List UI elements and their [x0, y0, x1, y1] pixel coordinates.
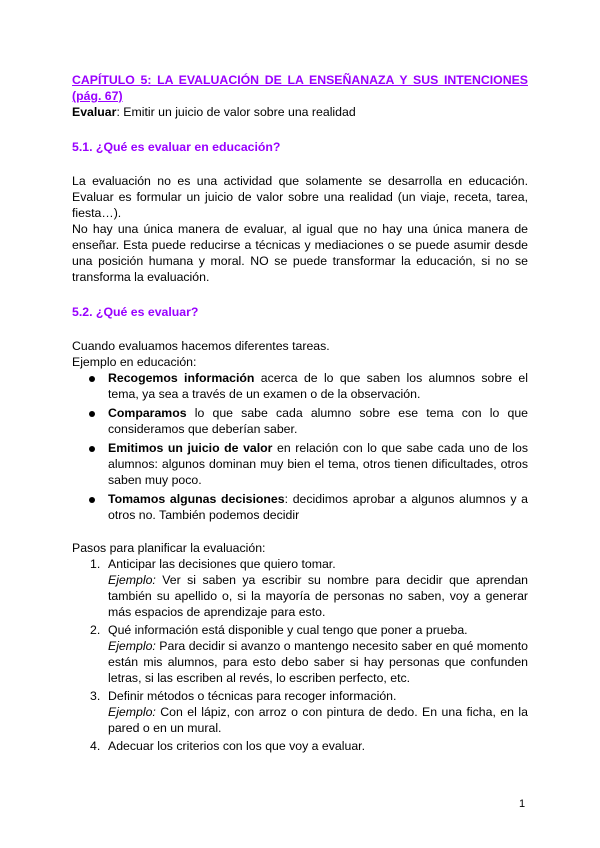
- bullet-bold-text: Comparamos: [108, 406, 187, 420]
- bullet-text: lo que sabe cada alumno sobre ese tema con lo que consideramos que deberían saber.: [108, 406, 528, 436]
- definition-term: Evaluar: [72, 105, 117, 119]
- bullet-dot-icon: [89, 446, 95, 452]
- step-number: 3.: [90, 689, 101, 703]
- document-page: [72, 72, 528, 754]
- bullet-item: [108, 440, 528, 488]
- step-item: [90, 738, 528, 754]
- steps-numbered-list: [72, 556, 528, 754]
- definition: [72, 104, 528, 120]
- step-item: [90, 622, 528, 686]
- example-label: Ejemplo:: [108, 639, 156, 653]
- step-item: [90, 688, 528, 736]
- section-1-paragraph-1: La evaluación no es una actividad que solamente se desarrolla en educación. Evaluar es formular un juicio de valor sobre una realidad (un viaje, receta, tarea, fiesta…).: [72, 174, 528, 220]
- bullet-item: [108, 491, 528, 523]
- bullet-dot-icon: [89, 411, 95, 417]
- step-number: 4.: [90, 739, 101, 753]
- example-label: Ejemplo:: [108, 573, 156, 587]
- tasks-bullet-list: [72, 370, 528, 523]
- bullet-text: : decidimos aprobar a algunos alumnos y a otros no. También podemos decidir: [108, 492, 528, 522]
- section-2-body: [72, 338, 528, 754]
- bullet-dot-icon: [89, 497, 95, 503]
- example-text: Para decidir si avanzo o mantengo necesito saber en qué momento están mis alumnos, para esto debo saber si hay personas que confunden letras, si las escriben al revés, lo escriben perfecto, etc.: [108, 639, 528, 685]
- section-2-intro-2: Ejemplo en educación:: [72, 355, 197, 369]
- chapter-title: CAPÍTULO 5: LA EVALUACIÓN DE LA ENSEÑANAZA Y SUS INTENCIONES (pág. 67): [72, 73, 528, 103]
- step-item: [90, 556, 528, 620]
- bullet-text: en relación con lo que sabe cada uno de los alumnos: algunos dominan muy bien el tema, otros tienen dificultades, otros saben muy poco.: [108, 441, 528, 487]
- bullet-bold-text: Tomamos algunas decisiones: [108, 492, 285, 506]
- step-number: 1.: [90, 557, 101, 571]
- page-number: 1: [519, 798, 526, 810]
- bullet-bold-text: Recogemos información: [108, 371, 255, 385]
- section-1-body: [72, 173, 528, 285]
- definition-text: : Emitir un juicio de valor sobre una realidad: [116, 105, 356, 119]
- step-text: Anticipar las decisiones que quiero tomar.: [108, 557, 336, 571]
- section-2-heading: 5.2. ¿Qué es evaluar?: [72, 305, 199, 319]
- step-text: Definir métodos o técnicas para recoger información.: [108, 689, 397, 703]
- step-number: 2.: [90, 623, 101, 637]
- section-2-intro-1: Cuando evaluamos hacemos diferentes tareas.: [72, 339, 330, 353]
- section-1-heading: 5.1. ¿Qué es evaluar en educación?: [72, 140, 281, 154]
- example-text: Con el lápiz, con arroz o con pintura de dedo. En una ficha, en la pared o en un mural.: [108, 705, 528, 735]
- bullet-dot-icon: [89, 376, 95, 382]
- step-text: Qué información está disponible y cual tengo que poner a prueba.: [108, 623, 468, 637]
- example-label: Ejemplo:: [108, 705, 156, 719]
- bullet-text: acerca de lo que saben los alumnos sobre el tema, ya sea a través de un examen o de la observación.: [108, 371, 528, 401]
- example-text: Ver si saben ya escribir su nombre para decidir que aprendan también su apellido o, si la mayoría de personas no saben, voy a generar más espacios de aprendizaje para esto.: [108, 573, 528, 619]
- bullet-bold-text: Emitimos un juicio de valor: [108, 441, 273, 455]
- section-1-paragraph-2: No hay una única manera de evaluar, al igual que no hay una única manera de enseñar. Esta puede reducirse a técnicas y mediaciones o se puede asumir desde una posición humana y moral. NO se puede transformar la educación, si no se transforma la evaluación.: [72, 222, 528, 284]
- bullet-item: [108, 405, 528, 437]
- step-text: Adecuar los criterios con los que voy a evaluar.: [108, 739, 366, 753]
- steps-intro: Pasos para planificar la evaluación:: [72, 541, 266, 555]
- bullet-item: [108, 370, 528, 402]
